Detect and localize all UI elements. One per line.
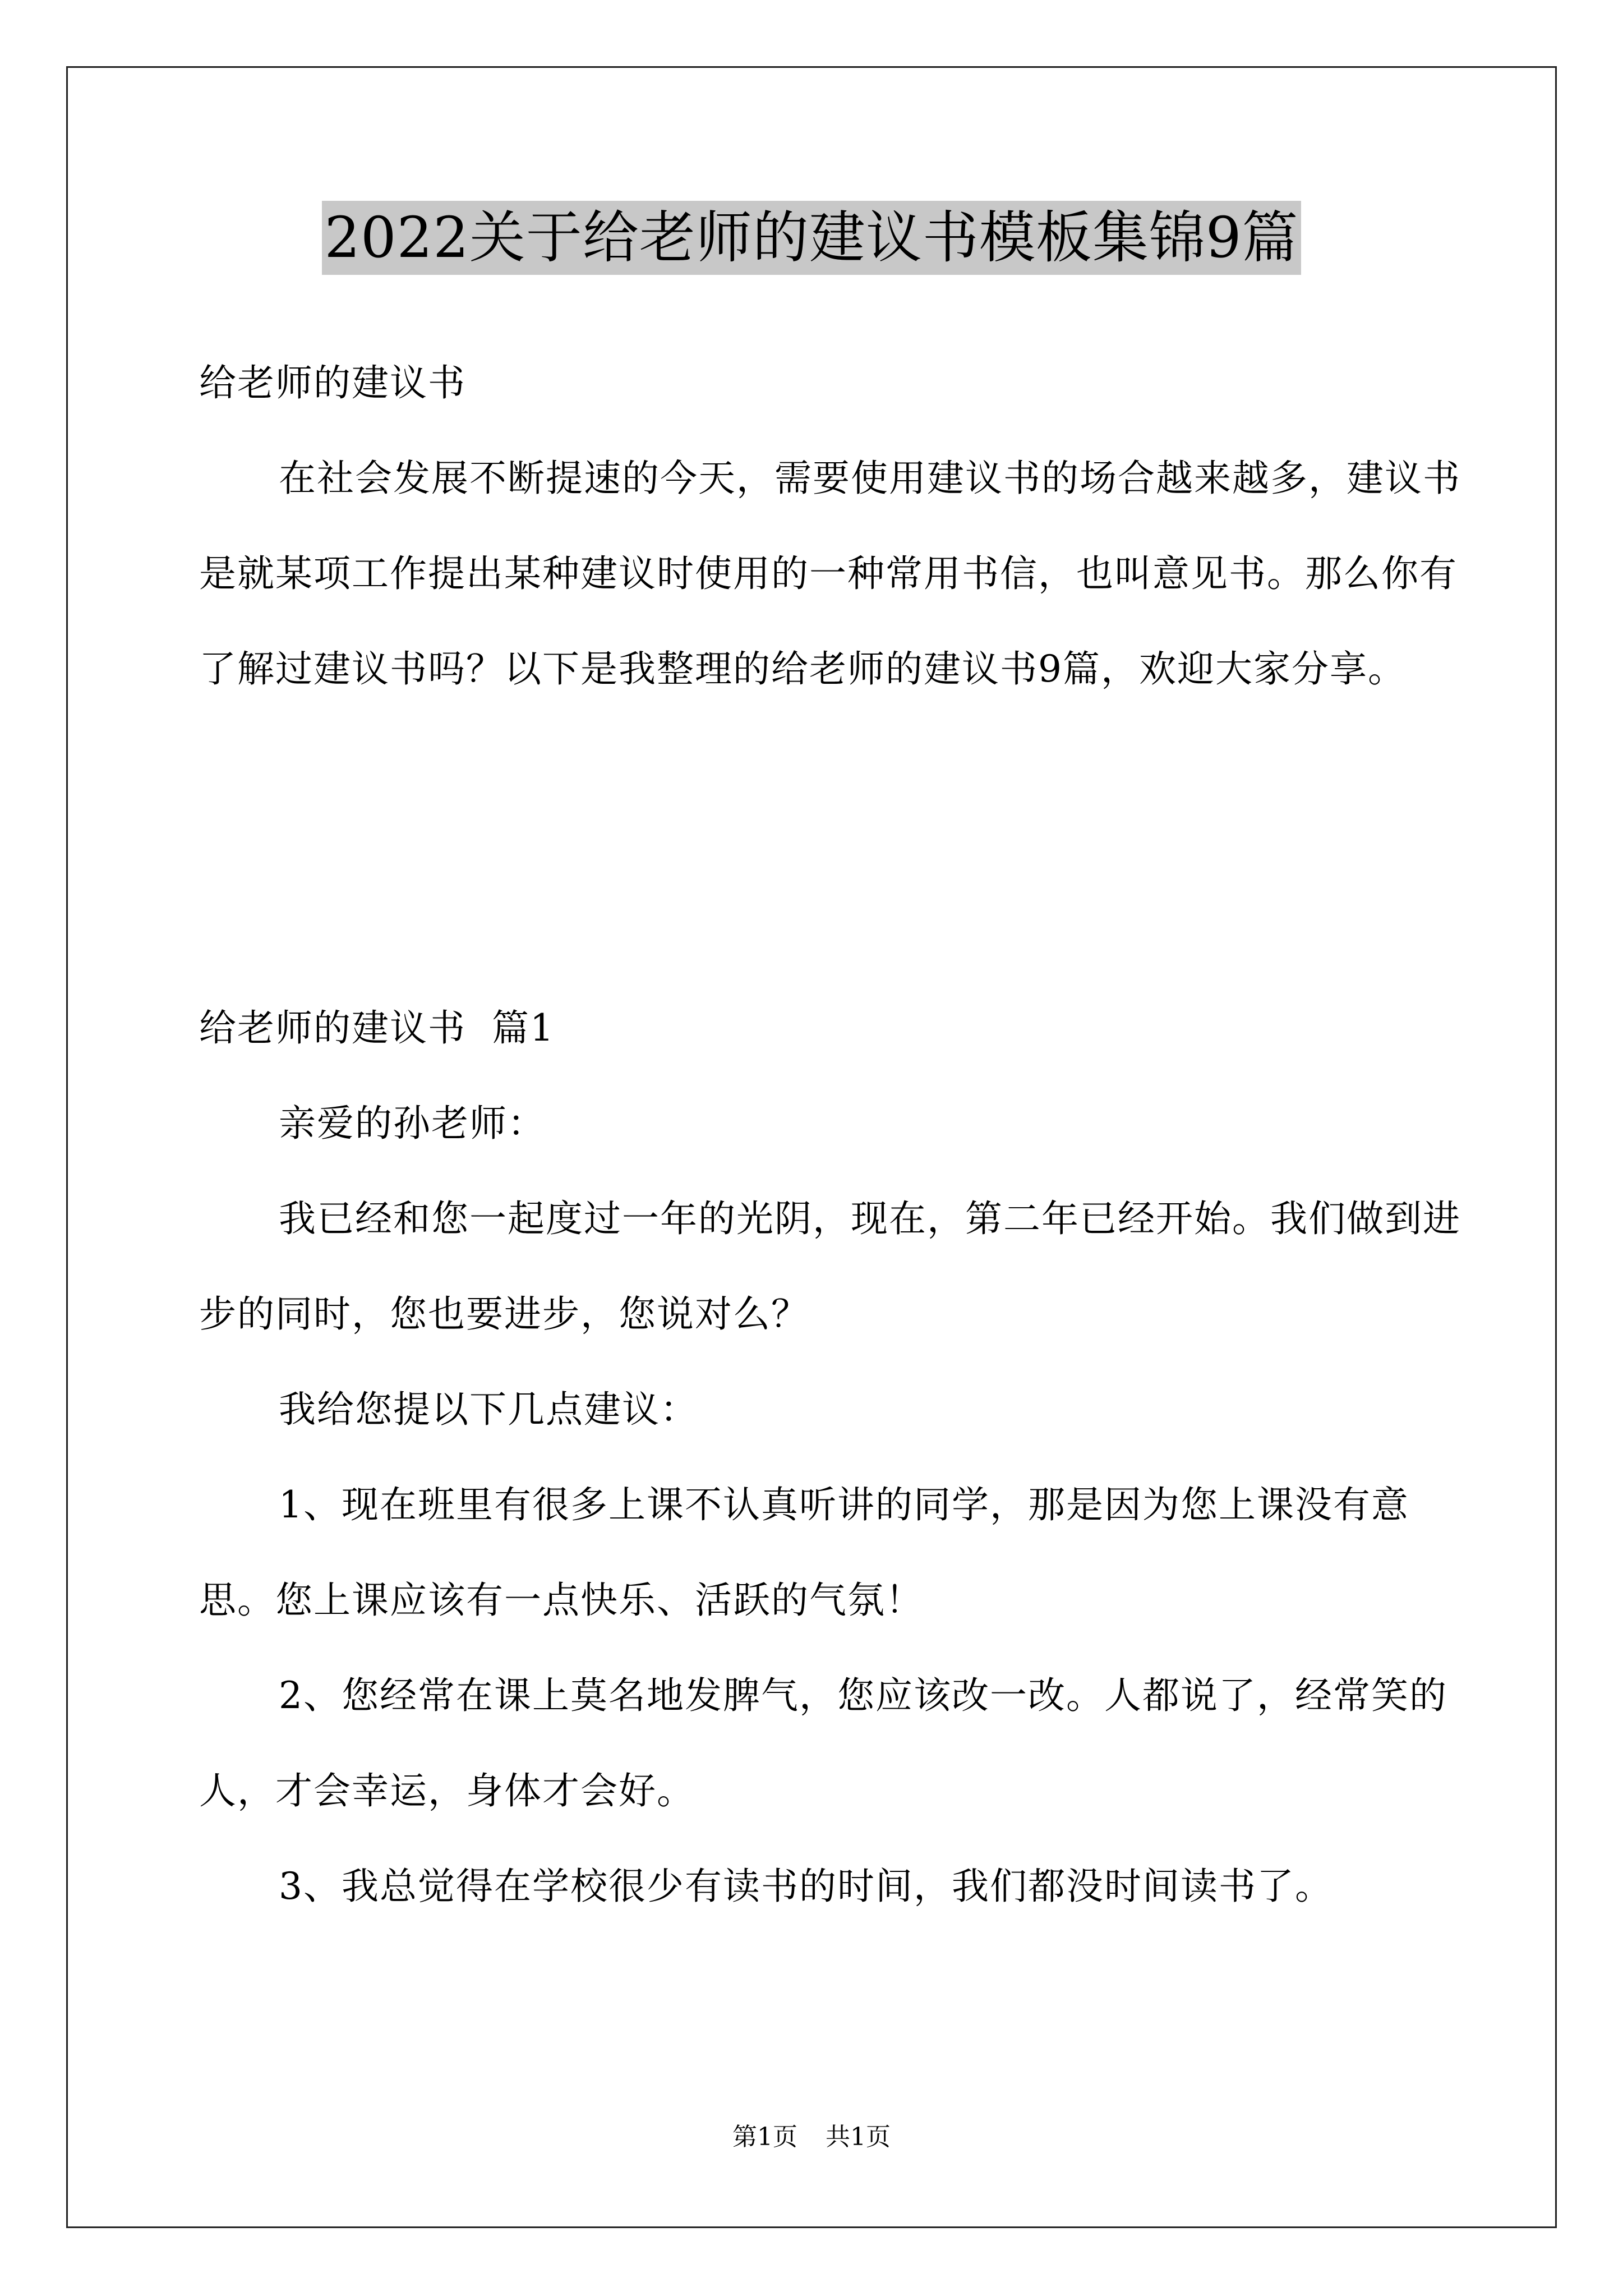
page-footer [0,2120,1623,2154]
body-paragraph: 我已经和您一起度过一年的光阴，现在，第二年已经开始。我们做到进步的同时，您也要进步，您说对么？ [199,1197,1461,1336]
body-paragraph: 1、现在班里有很多上课不认真听讲的同学，那是因为您上课没有意思。您上课应该有一点快乐、活跃的气氛！ [199,1483,1409,1622]
letter-block [199,981,1461,1934]
section-heading: 给老师的建议书 篇1 [199,1006,555,1050]
page-number: 第1页 [732,2123,797,2151]
salutation: 亲爱的孙老师： [279,1102,546,1145]
body-paragraph: 3、我总觉得在学校很少有读书的时间，我们都没时间读书了。 [279,1865,1333,1908]
title-container [0,201,1623,275]
body-paragraph: 我给您提以下几点建议： [279,1388,698,1431]
heading: 给老师的建议书 [199,361,466,404]
page-total: 共1页 [826,2123,891,2151]
body-paragraph: 2、您经常在课上莫名地发脾气，您应该改一改。人都说了，经常笑的人，才会幸运，身体才会好。 [199,1674,1447,1812]
document-title: 2022关于给老师的建议书模板集锦9篇 [322,201,1301,275]
intro-paragraph: 在社会发展不断提速的今天，需要使用建议书的场合越来越多，建议书是就某项工作提出某种建议时使用的一种常用书信，也叫意见书。那么你有了解过建议书吗？以下是我整理的给老师的建议书9篇，欢迎大家分享。 [199,457,1461,691]
intro-block [199,335,1461,717]
